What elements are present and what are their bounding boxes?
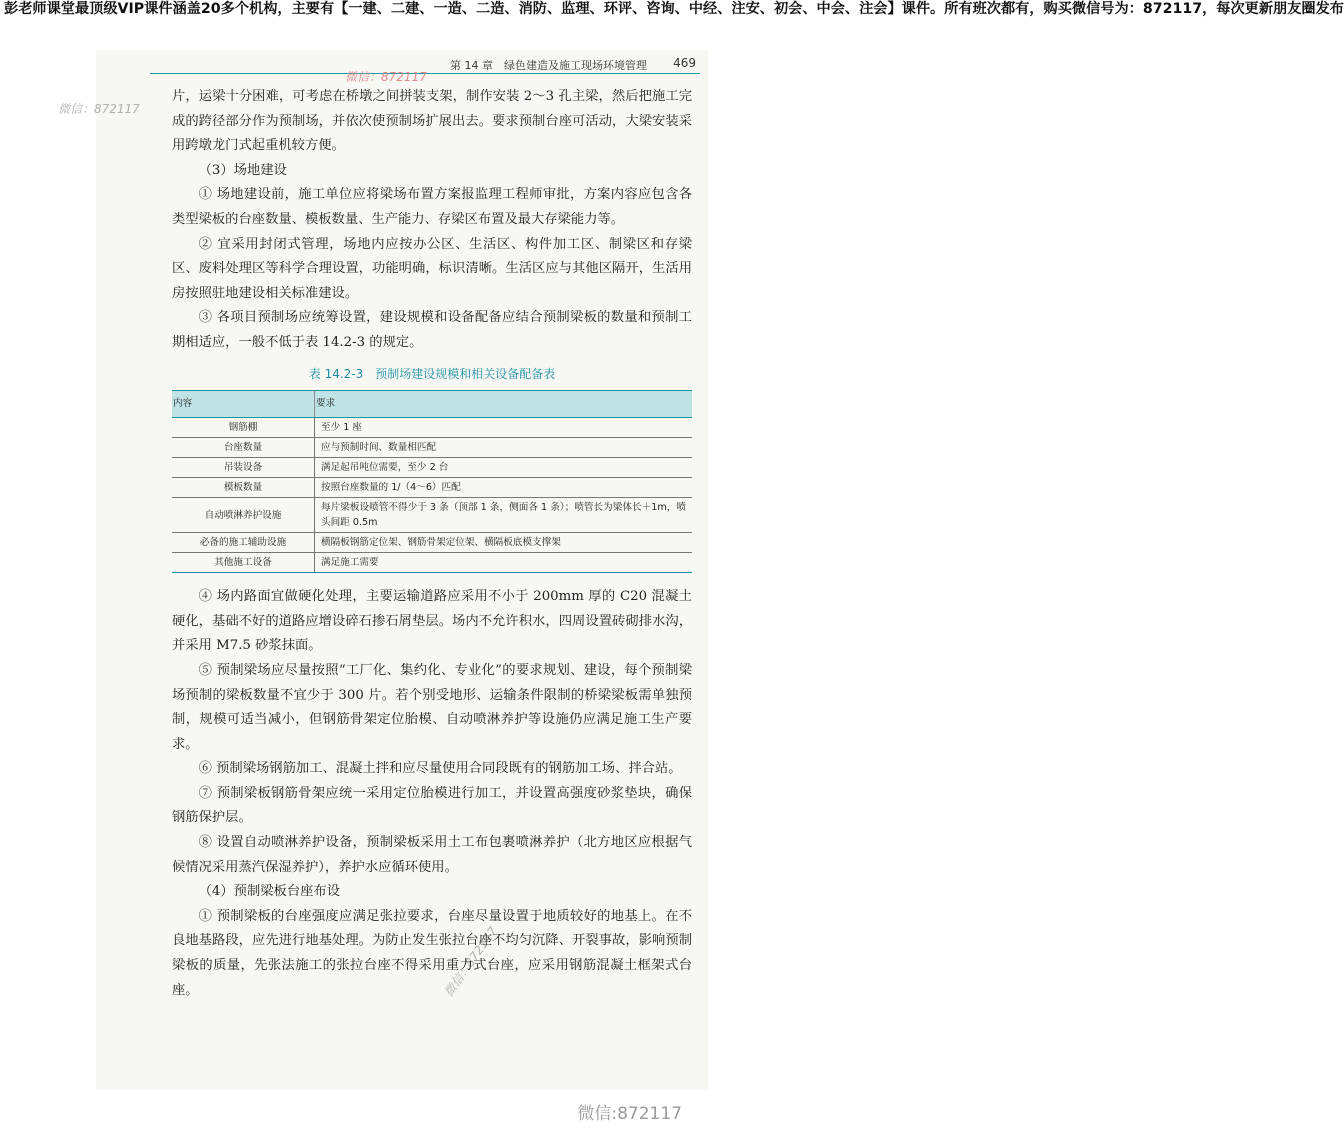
equipment-table: [172, 390, 692, 574]
paragraph: ① 预制梁板的台座强度应满足张拉要求，台座尽量设置于地质较好的地基上。在不良地基路段，应先进行地基处理。为防止发生张拉台座不均匀沉降、开裂事故，影响预制梁板的质量，先张法施工的张拉台座不得采用重力式台座，应采用钢筋混凝土框架式台座。: [172, 908, 692, 998]
table-cell-requirement: 按照台座数量的 1/（4～6）匹配: [315, 478, 693, 498]
table-row: [172, 533, 692, 553]
table-cell-content: 其他施工设备: [172, 553, 315, 573]
table-cell-requirement: 横隔板钢筋定位架、钢筋骨架定位架、横隔板底模支撑架: [315, 533, 693, 553]
table-title: 表 14.2-3 预制场建设规模和相关设备配备表: [308, 366, 556, 381]
table-row: [172, 498, 692, 533]
paragraphs-bottom: [172, 585, 692, 1003]
table-cell-requirement: 至少 1 座: [315, 418, 693, 438]
paragraph: ⑤ 预制梁场应尽量按照“工厂化、集约化、专业化”的要求规划、建设，每个预制梁场预制的梁板数量不宜少于 300 片。若个别受地形、运输条件限制的桥梁梁板需单独预制，规模可适当减小，但钢筋骨架定位胎模、自动喷淋养护等设施仍应满足施工生产要求。: [172, 662, 692, 752]
table-row: [172, 458, 692, 478]
watermark-corner: 微信:872117: [577, 1104, 682, 1124]
paragraph: 片，运梁十分困难，可考虑在桥墩之间拼装支架，制作安装 2～3 孔主梁，然后把施工完成的跨径部分作为预制场，并依次使预制场扩展出去。要求预制台座可活动，大梁安装采用跨墩龙门式起重机较方便。: [172, 89, 692, 154]
paragraph: （4）预制梁板台座布设: [198, 884, 341, 900]
paragraphs-top: [172, 85, 692, 356]
table-header-row: [172, 390, 692, 418]
paragraph: ③ 各项目预制场应统筹设置，建设规模和设备配备应结合预制梁板的数量和预制工期相适应，一般不低于表 14.2-3 的规定。: [172, 310, 692, 350]
paragraph: ② 宜采用封闭式管理，场地内应按办公区、生活区、构件加工区、制梁区和存梁区、废料处理区等科学合理设置，功能明确，标识清晰。生活区应与其他区隔开，生活用房按照驻地建设相关标准建设。: [172, 236, 692, 301]
chapter-title: 第 14 章 绿色建造及施工现场环境管理: [450, 59, 647, 72]
paragraph: ⑦ 预制梁板钢筋骨架应统一采用定位胎模进行加工，并设置高强度砂浆垫块，确保钢筋保护层。: [172, 785, 692, 826]
paragraph: ⑥ 预制梁场钢筋加工、混凝土拌和应尽量使用合同段既有的钢筋加工场、拌合站。: [198, 761, 682, 777]
ad-banner: 彭老师课堂最顶级VIP课件涵盖20多个机构，主要有【一建、二建、一造、二造、消防、监理、环评、咨询、中经、注安、初会、中会、注会】课件。所有班次都有，购买微信号为：872117，每次更新朋友圈发布: [4, 1, 1344, 17]
watermark-head: 微信：872117: [345, 70, 427, 84]
table-cell-requirement: 满足起吊吨位需要，至少 2 台: [315, 458, 693, 478]
paragraph: ⑧ 设置自动喷淋养护设备，预制梁板采用土工布包裹喷淋养护（北方地区应根据气候情况采用蒸汽保湿养护），养护水应循环使用。: [172, 835, 692, 875]
table-row: [172, 438, 692, 458]
table-cell-requirement: 应与预制时间、数量相匹配: [315, 438, 693, 458]
table-cell-content: 自动喷淋养护设施: [172, 498, 315, 533]
table-cell-content: 钢筋棚: [172, 418, 315, 438]
table-cell-content: 必备的施工辅助设施: [172, 533, 315, 553]
body-text: [172, 85, 692, 1003]
table-body: [172, 418, 692, 573]
table-header-requirement: 要求: [315, 390, 693, 418]
page-number: 469: [673, 56, 696, 70]
table-cell-content: 台座数量: [172, 438, 315, 458]
paragraph: ④ 场内路面宜做硬化处理，主要运输道路应采用不小于 200mm 厚的 C20 混凝土硬化，基础不好的道路应增设碎石掺石屑垫层。场内不允许积水，四周设置砖砌排水沟，并采用 M7.5 砂浆抹面。: [172, 589, 692, 654]
watermark-diagonal: 微信：872117: [441, 924, 501, 1000]
watermark-side: 微信：872117: [58, 102, 140, 116]
table-cell-requirement: 每片梁板设喷管不得少于 3 条（顶部 1 条，侧面各 1 条）；喷管长为梁体长＋1m，喷头间距 0.5m: [315, 498, 693, 533]
table-row: [172, 553, 692, 573]
table-header-content: 内容: [172, 390, 315, 418]
paragraph: ① 场地建设前，施工单位应将梁场布置方案报监理工程师审批，方案内容应包含各类型梁板的台座数量、模板数量、生产能力、存梁区布置及最大存梁能力等。: [172, 187, 692, 227]
table-cell-content: 吊装设备: [172, 458, 315, 478]
table-cell-content: 模板数量: [172, 478, 315, 498]
paragraph: （3）场地建设: [198, 162, 287, 178]
table-row: [172, 418, 692, 438]
table-cell-requirement: 满足施工需要: [315, 553, 693, 573]
table-row: [172, 478, 692, 498]
